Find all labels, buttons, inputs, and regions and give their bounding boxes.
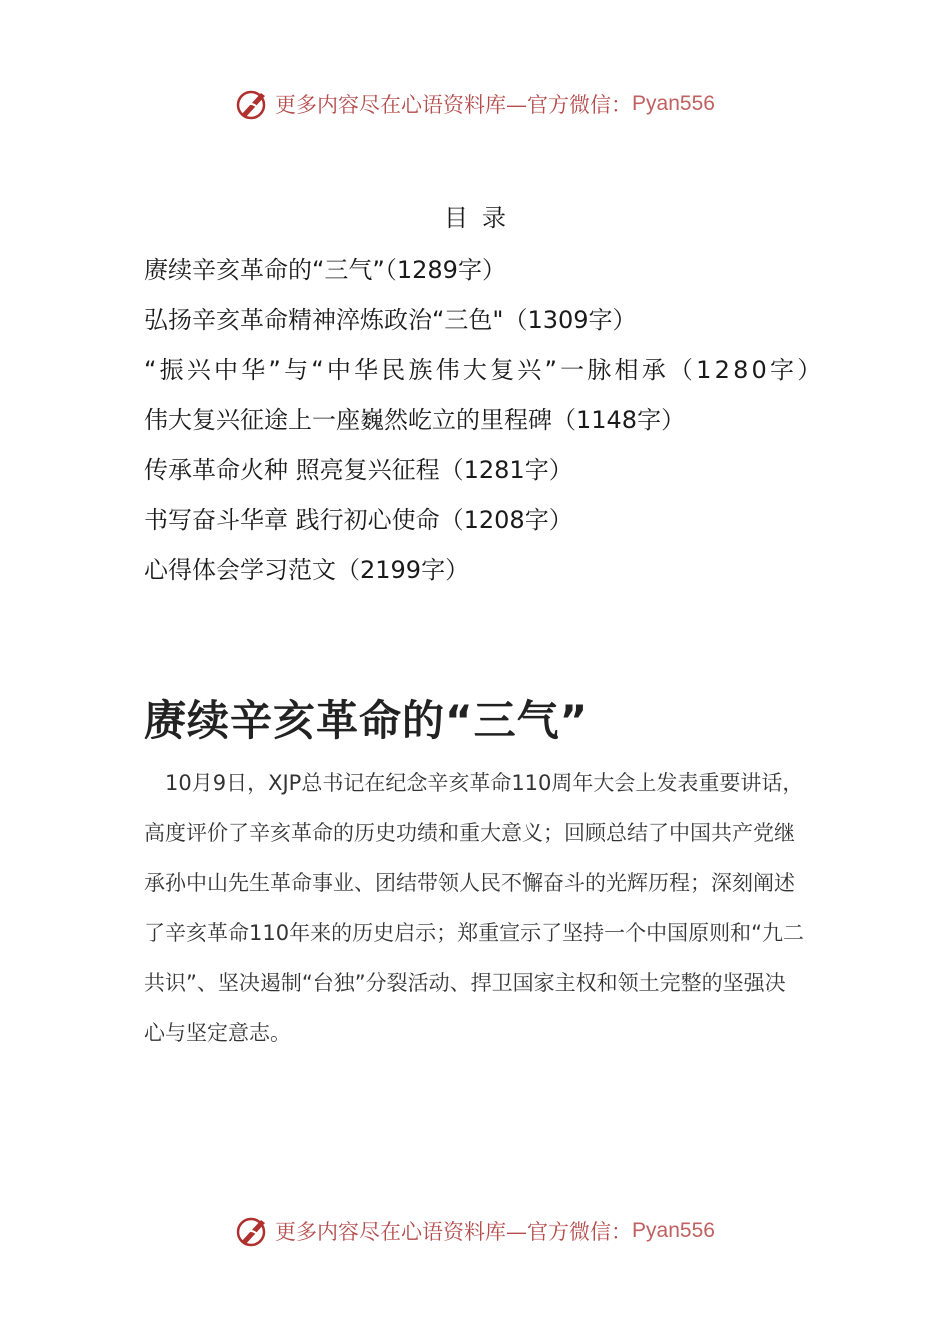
- toc-item[interactable]: 赓续辛亥革命的“三气”（1289字）: [144, 256, 506, 284]
- toc-item[interactable]: 伟大复兴征途上一座巍然屹立的里程碑（1148字）: [144, 406, 686, 434]
- pen-logo-icon: [235, 1214, 269, 1248]
- toc-item[interactable]: “振兴中华”与“中华民族伟大复兴”一脉相承（1280字）: [144, 356, 825, 384]
- table-of-contents: [144, 245, 825, 595]
- watermark-wechat-id: Pyan556: [632, 1219, 715, 1242]
- watermark-text: 更多内容尽在心语资料库—官方微信：: [275, 1220, 633, 1244]
- toc-item[interactable]: 传承革命火种 照亮复兴征程（1281字）: [144, 456, 573, 484]
- watermark-banner-top: [0, 84, 950, 124]
- toc-title: 目录: [444, 204, 520, 232]
- pen-logo-icon: [235, 87, 269, 121]
- watermark-wechat-id: Pyan556: [632, 92, 715, 115]
- toc-item[interactable]: 心得体会学习范文（2199字）: [144, 556, 470, 584]
- article-paragraph: 10月9日，XJP总书记在纪念辛亥革命110周年大会上发表重要讲话，高度评价了辛亥革命的历史功绩和重大意义；回顾总结了中国共产党继承孙中山先生革命事业、团结带领人民不懈奋斗的光辉历程；深刻阐述了辛亥革命110年来的历史启示；郑重宣示了坚持一个中国原则和“九二共识”、坚决遏制“台独”分裂活动、捍卫国家主权和领土完整的坚强决心与坚定意志。: [144, 771, 804, 1045]
- article-title: 赓续辛亥革命的“三气”: [144, 696, 589, 745]
- watermark-text: 更多内容尽在心语资料库—官方微信：: [275, 93, 633, 117]
- watermark-banner-bottom: [0, 1211, 950, 1251]
- toc-item[interactable]: 弘扬辛亥革命精神淬炼政治“三色"（1309字）: [144, 306, 637, 334]
- toc-item[interactable]: 书写奋斗华章 践行初心使命（1208字）: [144, 506, 573, 534]
